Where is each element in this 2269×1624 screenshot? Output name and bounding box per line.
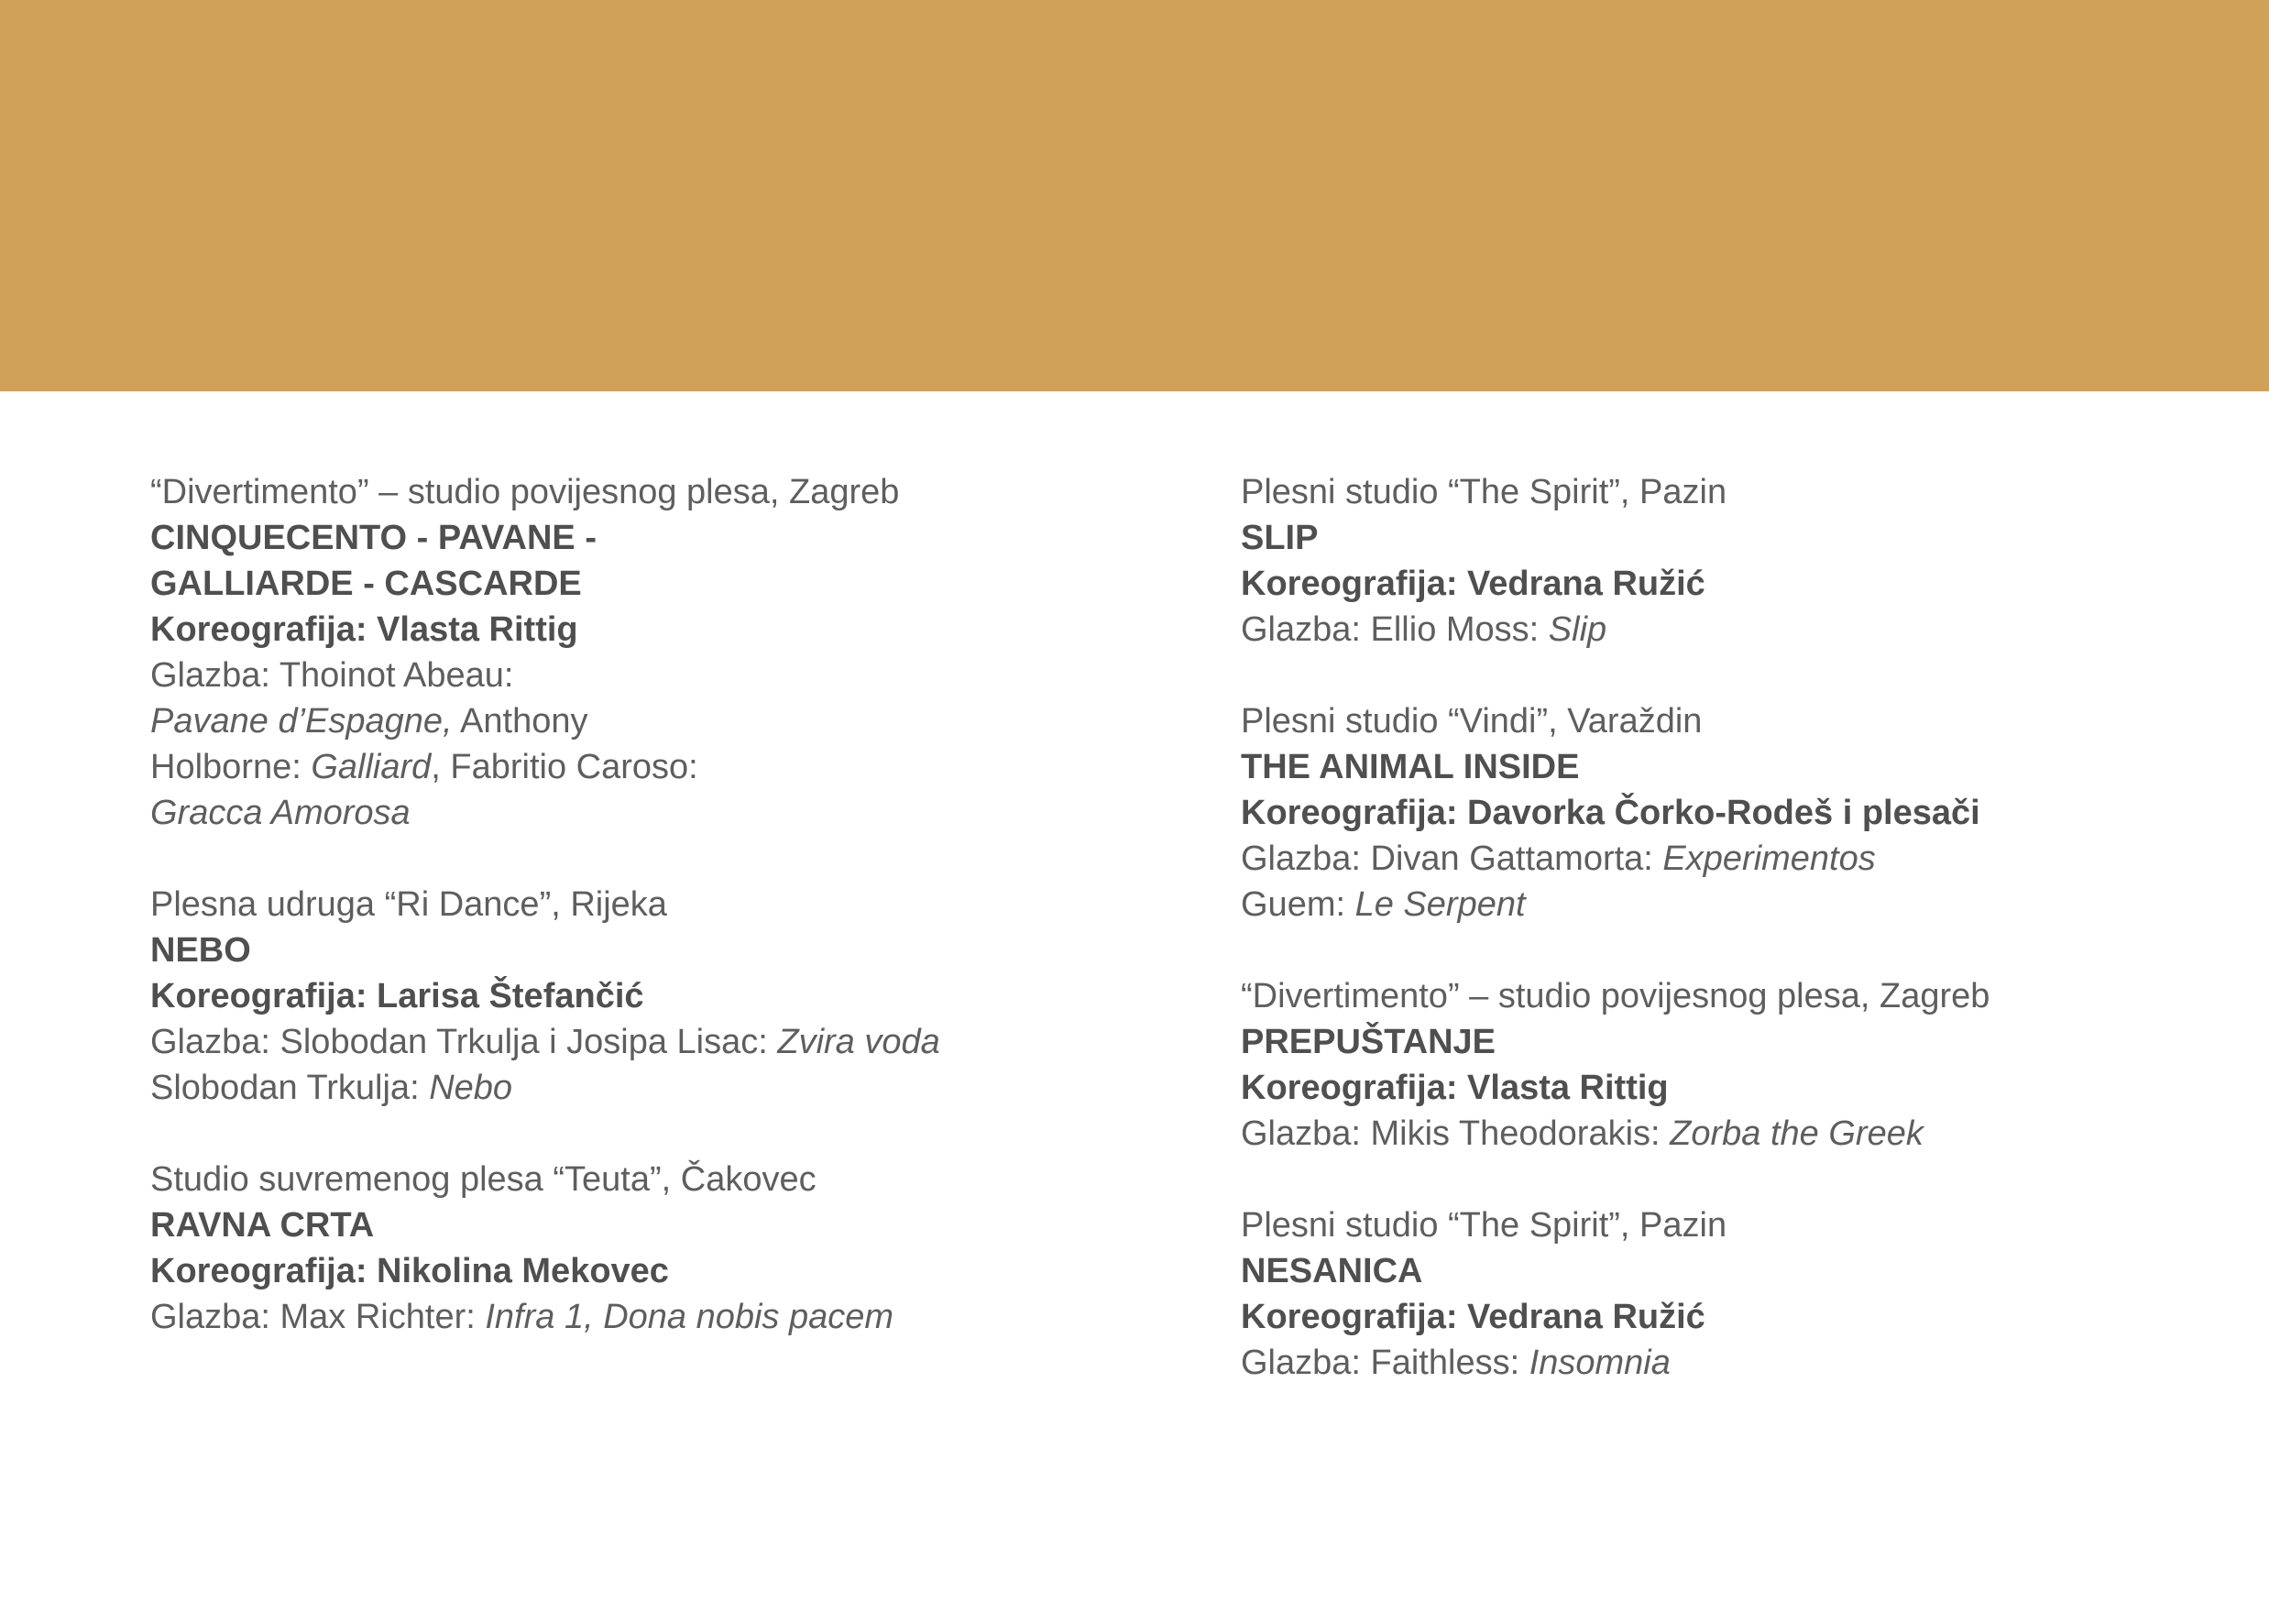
right-column xyxy=(1241,469,2269,1432)
music-work-title: Zorba the Greek xyxy=(1670,1114,1924,1153)
left-column xyxy=(150,469,1232,1386)
entry-music-line xyxy=(150,790,1232,836)
music-work-title: Infra 1, Dona nobis pacem xyxy=(485,1298,894,1336)
entry-venue: Plesni studio “The Spirit”, Pazin xyxy=(1241,1206,1727,1245)
music-work-title: Galliard xyxy=(311,748,432,786)
entry-title: NESANICA xyxy=(1241,1252,1423,1290)
entry-music-line xyxy=(150,698,1232,744)
entry-music-line xyxy=(150,1065,1232,1111)
program-entry xyxy=(1241,973,2269,1157)
entry-venue: Studio suvremenog plesa “Teuta”, Čakovec xyxy=(150,1160,817,1199)
music-text: Glazba: Faithless: xyxy=(1241,1344,1529,1382)
music-work-title: Slip xyxy=(1548,610,1607,649)
entry-music-line xyxy=(1241,607,2269,653)
music-text: Holborne: xyxy=(150,748,312,786)
music-text: Glazba: Slobodan Trkulja i Josipa Lisac: xyxy=(150,1023,778,1061)
entry-venue: “Divertimento” – studio povijesnog plesa, Zagreb xyxy=(150,473,900,511)
music-text: Guem: xyxy=(1241,885,1355,924)
entry-choreography: Koreografija: Larisa Štefančić xyxy=(150,977,644,1015)
music-text: Glazba: Ellio Moss: xyxy=(1241,610,1549,649)
program-entry xyxy=(1241,698,2269,927)
music-text: Slobodan Trkulja: xyxy=(150,1069,430,1107)
entry-venue: “Divertimento” – studio povijesnog plesa, Zagreb xyxy=(1241,977,1990,1015)
music-work-title: Experimentos xyxy=(1662,839,1876,878)
entry-title: NEBO xyxy=(150,931,251,970)
entry-music-line xyxy=(1241,1111,2269,1157)
music-text: Glazba: Max Richter: xyxy=(150,1298,486,1336)
entry-venue: Plesni studio “Vindi”, Varaždin xyxy=(1241,702,1703,741)
entry-choreography: Koreografija: Vlasta Rittig xyxy=(1241,1069,1669,1107)
entry-title: THE ANIMAL INSIDE xyxy=(1241,748,1580,786)
entry-title: PREPUŠTANJE xyxy=(1241,1023,1496,1061)
program-entry xyxy=(150,1157,1232,1340)
entry-music-line xyxy=(150,744,1232,790)
entry-music-line xyxy=(1241,836,2269,882)
music-text: , Fabritio Caroso: xyxy=(431,748,698,786)
music-work-title: Insomnia xyxy=(1529,1344,1671,1382)
music-work-title: Nebo xyxy=(429,1069,513,1107)
entry-choreography: Koreografija: Vedrana Ružić xyxy=(1241,1298,1705,1336)
entry-music-line xyxy=(1241,882,2269,927)
program-entry xyxy=(150,469,1232,836)
header-band xyxy=(0,0,2269,391)
entry-title: RAVNA CRTA xyxy=(150,1206,375,1245)
music-work-title: Le Serpent xyxy=(1354,885,1526,924)
entry-title: GALLIARDE - CASCARDE xyxy=(150,565,582,603)
entry-choreography: Koreografija: Nikolina Mekovec xyxy=(150,1252,669,1290)
music-text: Glazba: Mikis Theodorakis: xyxy=(1241,1114,1671,1153)
program-entry xyxy=(150,882,1232,1111)
entry-music-line xyxy=(150,1294,1232,1340)
program-entry xyxy=(1241,1202,2269,1386)
entry-music-line xyxy=(150,653,1232,698)
music-work-title: Pavane d’Espagne, xyxy=(150,702,453,741)
music-text: Glazba: Thoinot Abeau: xyxy=(150,656,514,695)
entry-venue: Plesna udruga “Ri Dance”, Rijeka xyxy=(150,885,667,924)
entry-music-line xyxy=(150,1019,1232,1065)
entry-title: CINQUECENTO - PAVANE - xyxy=(150,519,597,557)
music-text: Glazba: Divan Gattamorta: xyxy=(1241,839,1663,878)
music-text: Anthony xyxy=(452,702,588,741)
entry-title: SLIP xyxy=(1241,519,1319,557)
entry-music-line xyxy=(1241,1340,2269,1386)
music-work-title: Gracca Amorosa xyxy=(150,794,411,832)
program-entry xyxy=(1241,469,2269,653)
entry-choreography: Koreografija: Vedrana Ružić xyxy=(1241,565,1705,603)
entry-choreography: Koreografija: Davorka Čorko-Rodeš i plesači xyxy=(1241,794,1980,832)
entry-venue: Plesni studio “The Spirit”, Pazin xyxy=(1241,473,1727,511)
entry-choreography: Koreografija: Vlasta Rittig xyxy=(150,610,578,649)
music-work-title: Zvira voda xyxy=(777,1023,940,1061)
